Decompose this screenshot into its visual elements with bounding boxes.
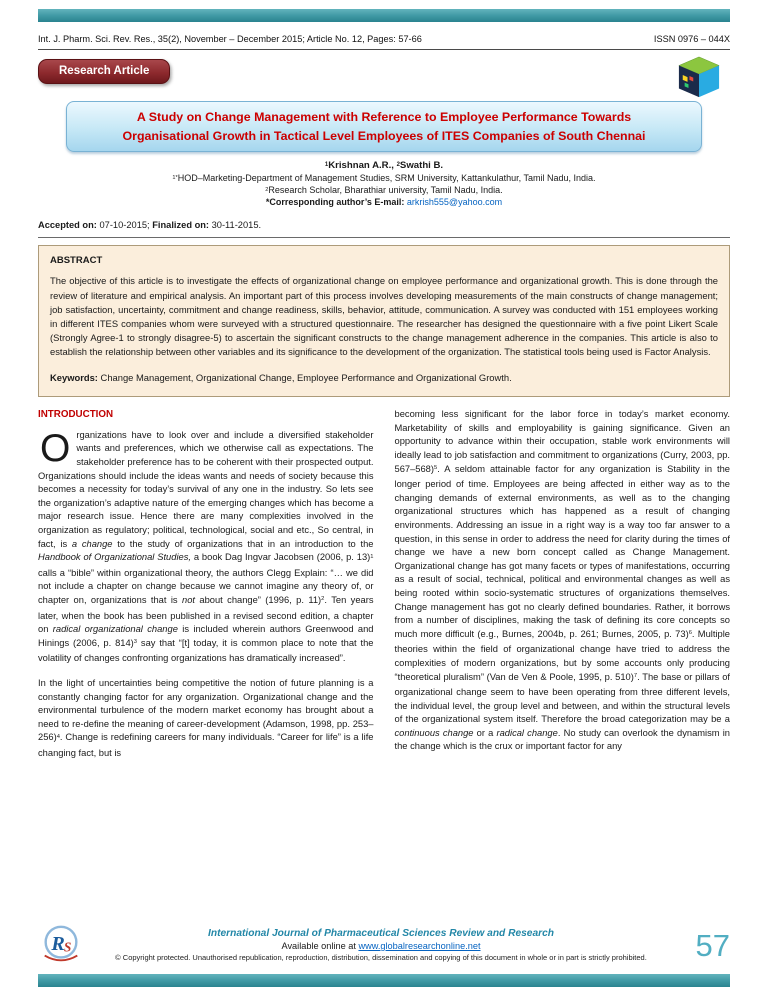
text-run: 7	[633, 672, 638, 679]
text-run: or a	[473, 727, 497, 738]
right-column-paragraph	[395, 408, 731, 754]
text-run: 2	[321, 596, 325, 603]
text-run: 1	[370, 553, 374, 560]
page-header	[38, 34, 730, 44]
left-column	[38, 408, 374, 771]
introduction-heading: INTRODUCTION	[38, 409, 114, 421]
page-footer	[0, 916, 768, 994]
text-run: not	[182, 594, 195, 605]
text-run: Research Scholar, Bharathiar university, Tamil Nadu, India.	[268, 185, 503, 196]
introduction-paragraph-1	[38, 426, 374, 666]
text-run: radical change	[496, 727, 558, 738]
text-run: rganizations have to look over and include a diversified stakeholder wants and preferences, which we otherwise call as expectations. The stakeholder preference has to be coherent with their prospected output. Organizations should include the ideas wants and needs of society because this becomes a necessity for today’s survival of any one in the industry. So lets see the organization’s adaptive nature of the emerging changes which has become a major research issue. Hence there are many complexities involved in the organization as regulatory; political, technological, social and etc., So central, in fact, is	[38, 429, 374, 549]
section-divider	[38, 237, 730, 238]
text-run: HOD–Marketing-Department of Management Studies, SRM University, Kattankulathur, Tamil Nadu, India.	[177, 173, 596, 184]
text-run: say that “[t] today, it is common place to note that the volatility of changes confronting organizations has dramatically increased”.	[38, 637, 374, 664]
body-columns	[38, 408, 730, 771]
bottom-accent-bar	[38, 974, 730, 987]
text-run: In the light of uncertainties being competitive the notion of future planning is a constantly changing factor for any organization. Organizational change and the environmental turbulence of the modern market economy has brought about a need to re-define the meaning of career-development (Adamson, 1998, pp. 253–256)	[38, 677, 374, 743]
text-run: a change	[71, 538, 113, 549]
text-run: . The base or pillars of organizational change seem to have been operating from three different levels, the individual level, the group level and between, and within the structural levels of the organizational system itself. Therefore the broad categorization may be a	[394, 671, 730, 725]
footer-available-online	[90, 941, 672, 951]
article-title-line1: A Study on Change Management with Reference to Employee Performance Towards	[136, 110, 632, 124]
affiliation-2	[38, 185, 730, 195]
page-number: 57	[695, 927, 730, 963]
text-run: . Change is redefining careers for many individuals. “Career for life” is a life changing fact, but is	[38, 732, 374, 758]
text-run: 6	[688, 630, 692, 637]
text-run: is included wherein authors Greenwood and Hinings (2006, p. 814)	[38, 624, 374, 648]
drop-cap: O	[40, 426, 71, 470]
footer-copyright: © Copyright protected. Unauthorised republication, reproduction, distribution, dissemination and copying of this document in whole or in part is strictly prohibited.	[115, 953, 647, 962]
right-column	[395, 408, 731, 771]
publisher-cube-logo-icon	[676, 55, 722, 99]
journal-reference: Int. J. Pharm. Sci. Rev. Res., 35(2), November – December 2015; Article No. 12, Pages: 57-66	[38, 34, 422, 44]
text-run: . A seldom attainable factor for any organization is Stability in the longer period of time. Employees are being affected in either way as to the changing demands of external environments, as well as to the changing organizational structures which has happened as a result of changing environments. Addressing an issue in a right way is a way too far answer to a question, in this sense in order to address the need for clarity during the times of change we have a new born concept called as Change Management. Organizational change has got many facets or types of manifestations, occurring as a result of social, technical, political and environmental changes as well as being rooted within socio-systematic structures of organizations themselves. Change management has got no clearly defined boundaries. Rather, it borrows from a number of disciplines, making the task of defining its core concepts so much more difficult (e.g., Burnes, 2004b, p. 261; Burnes, 2005, p. 73)	[394, 463, 730, 639]
text-run: 1*	[172, 174, 178, 181]
text-run: about change” (1996, p. 11)	[195, 594, 322, 605]
abstract-text: The objective of this article is to investigate the effects of organizational change on employee performance and organizational growth. This is done through the review of literature and empirical analysis. An important part of this process involves developing measurements of the main constructs of change management; job satisfaction, uncertainty, commitment and change readiness, skills, behavior, attitude, communication. A survey was conducted with 151 employees working in different ITES companies whom were surveyed with a structured questionnaire. The researcher has designed the questionnaire with a five point Likert Scale (Strongly Agree-1 to strongly disagree-5) to ascertain the significant constructs to the change management adherence in the companies. This article is also to establish the relationship between other variables and its significance to the development of the organization. The statistical tools being used is Factor Analysis.	[50, 275, 718, 358]
text-run: . Multiple theories within the field of organizational change have tried to address the complexities of modern organizations, but by some accounts only producing “theoretical pluralism” (Van de Ven & Poole, 1995, p. 510)	[394, 628, 730, 682]
text-run: Accepted on:	[38, 220, 100, 231]
text-run: 4	[56, 733, 60, 740]
header-divider	[38, 49, 730, 50]
affiliation-1	[38, 173, 730, 183]
text-run: 2	[396, 161, 400, 168]
svg-text:S: S	[63, 939, 72, 955]
article-title-box	[66, 101, 702, 152]
text-run: Change Management, Organizational Change, Employee Performance and Organizational Growth.	[100, 372, 512, 384]
text-run: 2	[265, 186, 269, 193]
footer-row	[38, 922, 730, 968]
text-run: . Ten years later, when the book has been published in a revised second edition, a chapter on	[38, 594, 374, 635]
introduction-paragraph-2	[38, 677, 374, 761]
badge-row	[38, 59, 730, 99]
authors-line	[38, 160, 730, 171]
text-run: a book Dag Ingvar Jacobsen (2006, p. 13)	[191, 552, 371, 563]
text-run: Krishnan A.R.,	[328, 160, 397, 172]
text-run: continuous change	[394, 727, 474, 738]
top-accent-bar	[38, 9, 730, 22]
abstract-heading: ABSTRACT	[50, 255, 103, 267]
journal-rs-monogram-logo-icon	[38, 922, 84, 968]
text-run: becoming less significant for the labor force in today’s market economy. Marketability of skills and employability is gaining significance. Given an opportunity to advance within their occupation, stable work environments will ideally lead to job satisfaction and commitment to organizations (Curry, 2003, pp. 567–568)	[394, 409, 730, 474]
text-run: 07-10-2015;	[99, 220, 153, 231]
text-run: radical organizational change	[52, 624, 178, 635]
article-title-line2: Organisational Growth in Tactical Level Employees of ITES Companies of South Chennai	[122, 128, 646, 143]
text-run: Keywords:	[50, 372, 101, 384]
text-run: Handbook of Organizational Studies,	[38, 552, 191, 563]
issn-label: ISSN 0976 – 044X	[653, 34, 730, 44]
footer-journal-name: International Journal of Pharmaceutical Sciences Review and Research	[208, 928, 554, 939]
website-link[interactable]: www.globalresearchonline.net	[358, 941, 481, 951]
text-run: 3	[133, 639, 138, 646]
text-run: calls a “bible” within organizational theory, the authors Clegg Explain: “… we did not include a chapter on change because we cannot imagine any theory of, or chapter on, organizations that is	[38, 567, 374, 605]
article-type-badge: Research Article	[38, 59, 170, 84]
text-run: Available online at	[281, 941, 359, 951]
text-run: Finalized on:	[152, 220, 212, 231]
text-run: 5	[434, 465, 438, 472]
footer-center	[84, 928, 678, 962]
text-run: Swathi B.	[399, 160, 444, 172]
corresponding-email-line	[38, 197, 730, 207]
accepted-dates-line	[38, 220, 730, 230]
abstract-box	[38, 245, 730, 397]
email-link[interactable]: arkrish555@yahoo.com	[406, 197, 503, 208]
text-run: *Corresponding author’s E-mail:	[265, 197, 407, 208]
svg-text:R: R	[51, 932, 65, 955]
text-run: 1	[324, 161, 329, 168]
keywords-line	[50, 371, 718, 385]
text-run: . No study can overlook the dynamism in the change which is the crux or important factor for any	[394, 727, 731, 752]
text-run: to the study of organizations that in an introduction to the	[112, 538, 374, 549]
paragraph-text	[38, 426, 374, 664]
text-run: 30-11-2015.	[211, 220, 262, 231]
